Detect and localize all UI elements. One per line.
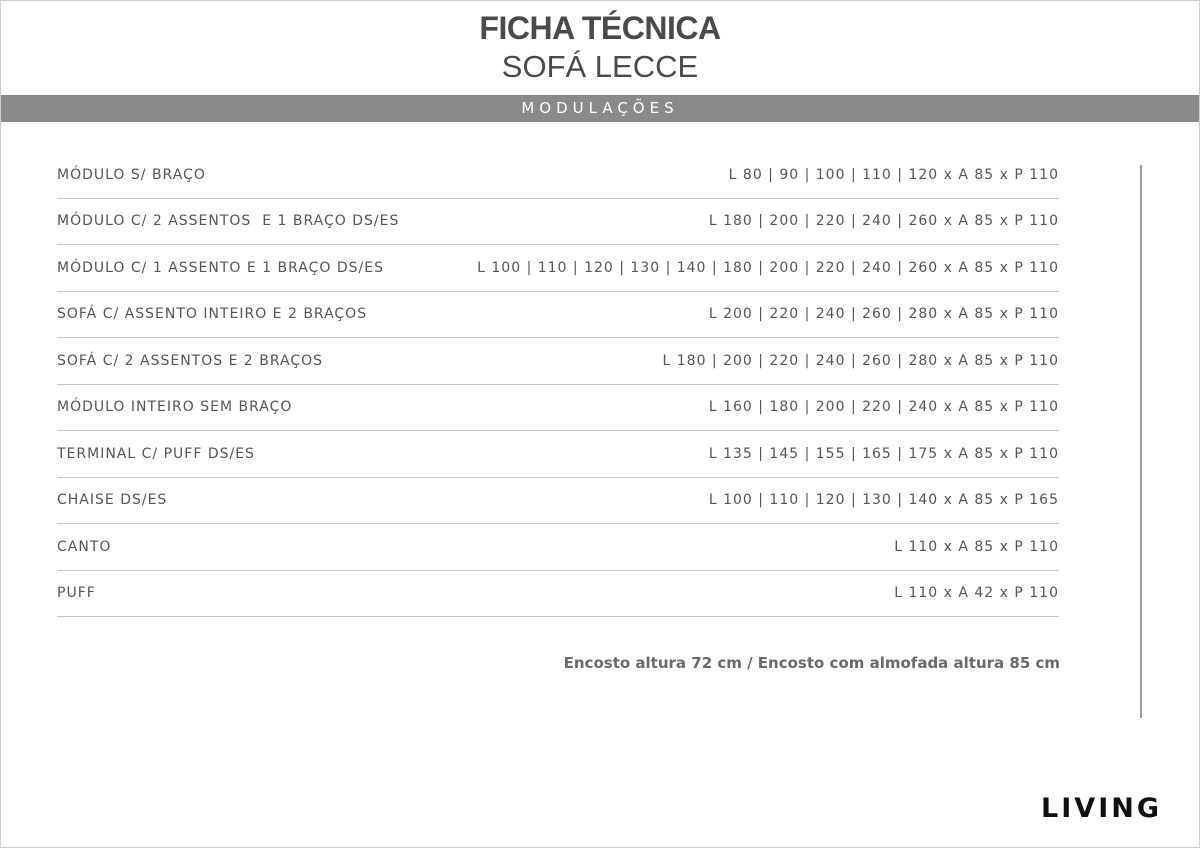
table-row (57, 152, 1059, 199)
row-label: CHAISE DS/ES (57, 492, 168, 509)
row-value: L 135 | 145 | 155 | 165 | 175 x A 85 x P 110 (708, 445, 1059, 462)
row-label: PUFF (57, 585, 96, 602)
row-value: L 100 | 110 | 120 | 130 | 140 | 180 | 200 | 220 | 240 | 260 x A 85 x P 110 (477, 259, 1059, 276)
table-row (57, 478, 1059, 525)
page-subtitle: SOFÁ LECCE (501, 49, 699, 84)
vertical-divider (1140, 165, 1142, 718)
row-value: L 160 | 180 | 200 | 220 | 240 x A 85 x P 110 (708, 399, 1059, 416)
row-label: SOFÁ C/ 2 ASSENTOS E 2 BRAÇOS (57, 352, 324, 369)
row-label: SOFÁ C/ ASSENTO INTEIRO E 2 BRAÇOS (57, 306, 368, 323)
row-value: L 100 | 110 | 120 | 130 | 140 x A 85 x P 165 (708, 492, 1059, 509)
brand-logo: LIVING (1041, 793, 1162, 824)
table-row (57, 338, 1059, 385)
row-value: L 180 | 200 | 220 | 240 | 260 x A 85 x P 110 (708, 213, 1059, 230)
row-value: L 110 x A 85 x P 110 (894, 538, 1059, 555)
table-row (57, 431, 1059, 478)
row-label: MÓDULO C/ 2 ASSENTOS E 1 BRAÇO DS/ES (57, 213, 400, 230)
row-label: TERMINAL C/ PUFF DS/ES (57, 445, 255, 462)
table-row (57, 199, 1059, 246)
row-value: L 180 | 200 | 220 | 240 | 260 | 280 x A 85 x P 110 (662, 352, 1059, 369)
table-row (57, 245, 1059, 292)
backrest-note: Encosto altura 72 cm / Encosto com almofada altura 85 cm (563, 654, 1060, 672)
table-row (57, 524, 1059, 571)
row-value: L 110 x A 42 x P 110 (894, 585, 1059, 602)
row-value: L 80 | 90 | 100 | 110 | 120 x A 85 x P 110 (728, 166, 1059, 183)
section-header: MODULAÇÕES (1, 95, 1199, 122)
row-label: MÓDULO INTEIRO SEM BRAÇO (57, 399, 293, 416)
row-value: L 200 | 220 | 240 | 260 | 280 x A 85 x P 110 (708, 306, 1059, 323)
table-row (57, 385, 1059, 432)
row-label: MÓDULO S/ BRAÇO (57, 166, 206, 183)
row-label: MÓDULO C/ 1 ASSENTO E 1 BRAÇO DS/ES (57, 259, 384, 276)
spec-table (57, 152, 1059, 617)
page-title: FICHA TÉCNICA (479, 10, 721, 46)
table-row (57, 292, 1059, 339)
row-label: CANTO (57, 538, 112, 555)
table-row (57, 571, 1059, 618)
